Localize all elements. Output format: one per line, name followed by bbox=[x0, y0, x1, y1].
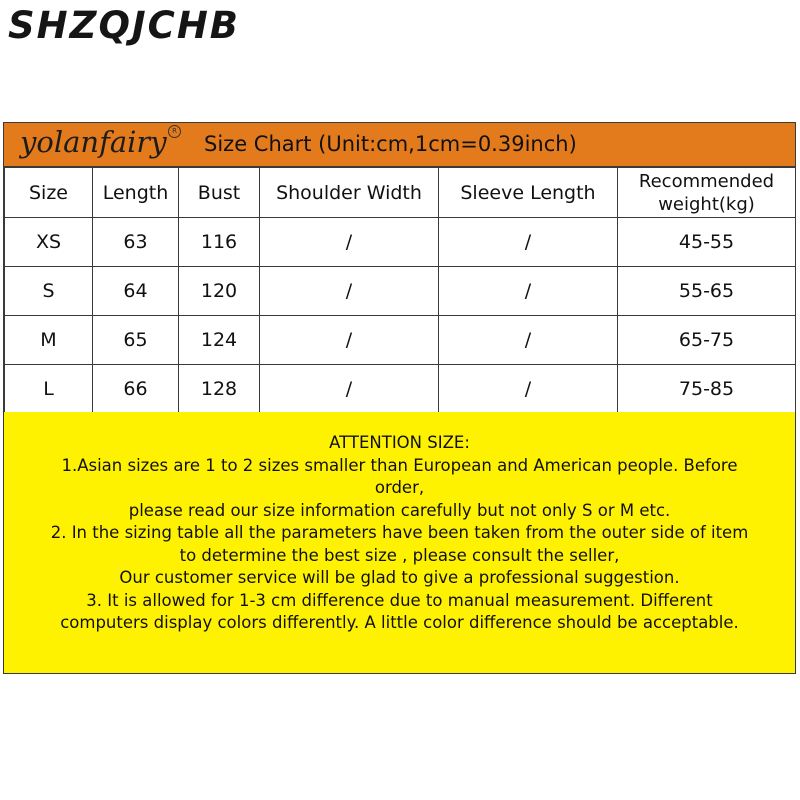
table-cell: 64 bbox=[93, 267, 179, 316]
column-header-size: Size bbox=[5, 168, 93, 218]
table-cell: 66 bbox=[93, 365, 179, 414]
size-table bbox=[4, 167, 796, 414]
table-cell: 128 bbox=[179, 365, 260, 414]
table-cell: / bbox=[260, 316, 439, 365]
notes-line: to determine the best size , please consult the seller, bbox=[179, 545, 620, 565]
table-row bbox=[5, 218, 796, 267]
table-cell: L bbox=[5, 365, 93, 414]
table-cell: / bbox=[260, 267, 439, 316]
notes-line: computers display colors differently. A little color difference should be acceptable. bbox=[60, 613, 739, 632]
table-cell: 65 bbox=[93, 316, 179, 365]
notes-line: 2. In the sizing table all the parameters have been taken from the outer side of item bbox=[50, 523, 749, 542]
table-cell: / bbox=[439, 267, 618, 316]
notes-line: order, bbox=[374, 478, 425, 497]
logo-text: yolanfairy bbox=[20, 125, 167, 159]
table-cell: XS bbox=[5, 218, 93, 267]
table-cell: 120 bbox=[179, 267, 260, 316]
table-row bbox=[5, 316, 796, 365]
table-cell: / bbox=[260, 218, 439, 267]
column-header-length: Length bbox=[93, 168, 179, 218]
notes-heading: ATTENTION SIZE: bbox=[329, 433, 470, 452]
table-row bbox=[5, 365, 796, 414]
column-header-line: Recommended bbox=[638, 170, 775, 192]
column-header-sleeve-length: Sleeve Length bbox=[439, 168, 618, 218]
notes-line: 1.Asian sizes are 1 to 2 sizes smaller than European and American people. Before bbox=[61, 455, 738, 475]
size-chart-title: Size Chart (Unit:cm,1cm=0.39inch) bbox=[204, 132, 577, 156]
table-cell: 65-75 bbox=[618, 316, 796, 365]
column-header-bust: Bust bbox=[179, 168, 260, 218]
table-cell: / bbox=[260, 365, 439, 414]
column-header-shoulder-width: Shoulder Width bbox=[260, 168, 439, 218]
attention-notes bbox=[4, 412, 795, 673]
table-header-row bbox=[5, 168, 796, 218]
table-row bbox=[5, 267, 796, 316]
table-cell: S bbox=[5, 267, 93, 316]
table-cell: 45-55 bbox=[618, 218, 796, 267]
table-cell: / bbox=[439, 365, 618, 414]
notes-line: please read our size information carefully but not only S or M etc. bbox=[128, 500, 671, 520]
table-cell: / bbox=[439, 316, 618, 365]
table-cell: M bbox=[5, 316, 93, 365]
column-header-recommended-weight bbox=[618, 168, 796, 218]
registered-mark-icon: R bbox=[168, 125, 181, 138]
table-cell: 124 bbox=[179, 316, 260, 365]
notes-line: Our customer service will be glad to give a professional suggestion. bbox=[119, 568, 680, 587]
table-cell: 63 bbox=[93, 218, 179, 267]
size-chart bbox=[3, 122, 796, 674]
size-chart-header bbox=[4, 123, 795, 167]
table-cell: 116 bbox=[179, 218, 260, 267]
brand-title: SHZQJCHB bbox=[8, 4, 240, 47]
table-cell: 75-85 bbox=[618, 365, 796, 414]
table-cell: / bbox=[439, 218, 618, 267]
table-cell: 55-65 bbox=[618, 267, 796, 316]
column-header-line: weight(kg) bbox=[658, 193, 755, 215]
notes-line: 3. It is allowed for 1-3 cm difference due to manual measurement. Different bbox=[86, 590, 713, 610]
